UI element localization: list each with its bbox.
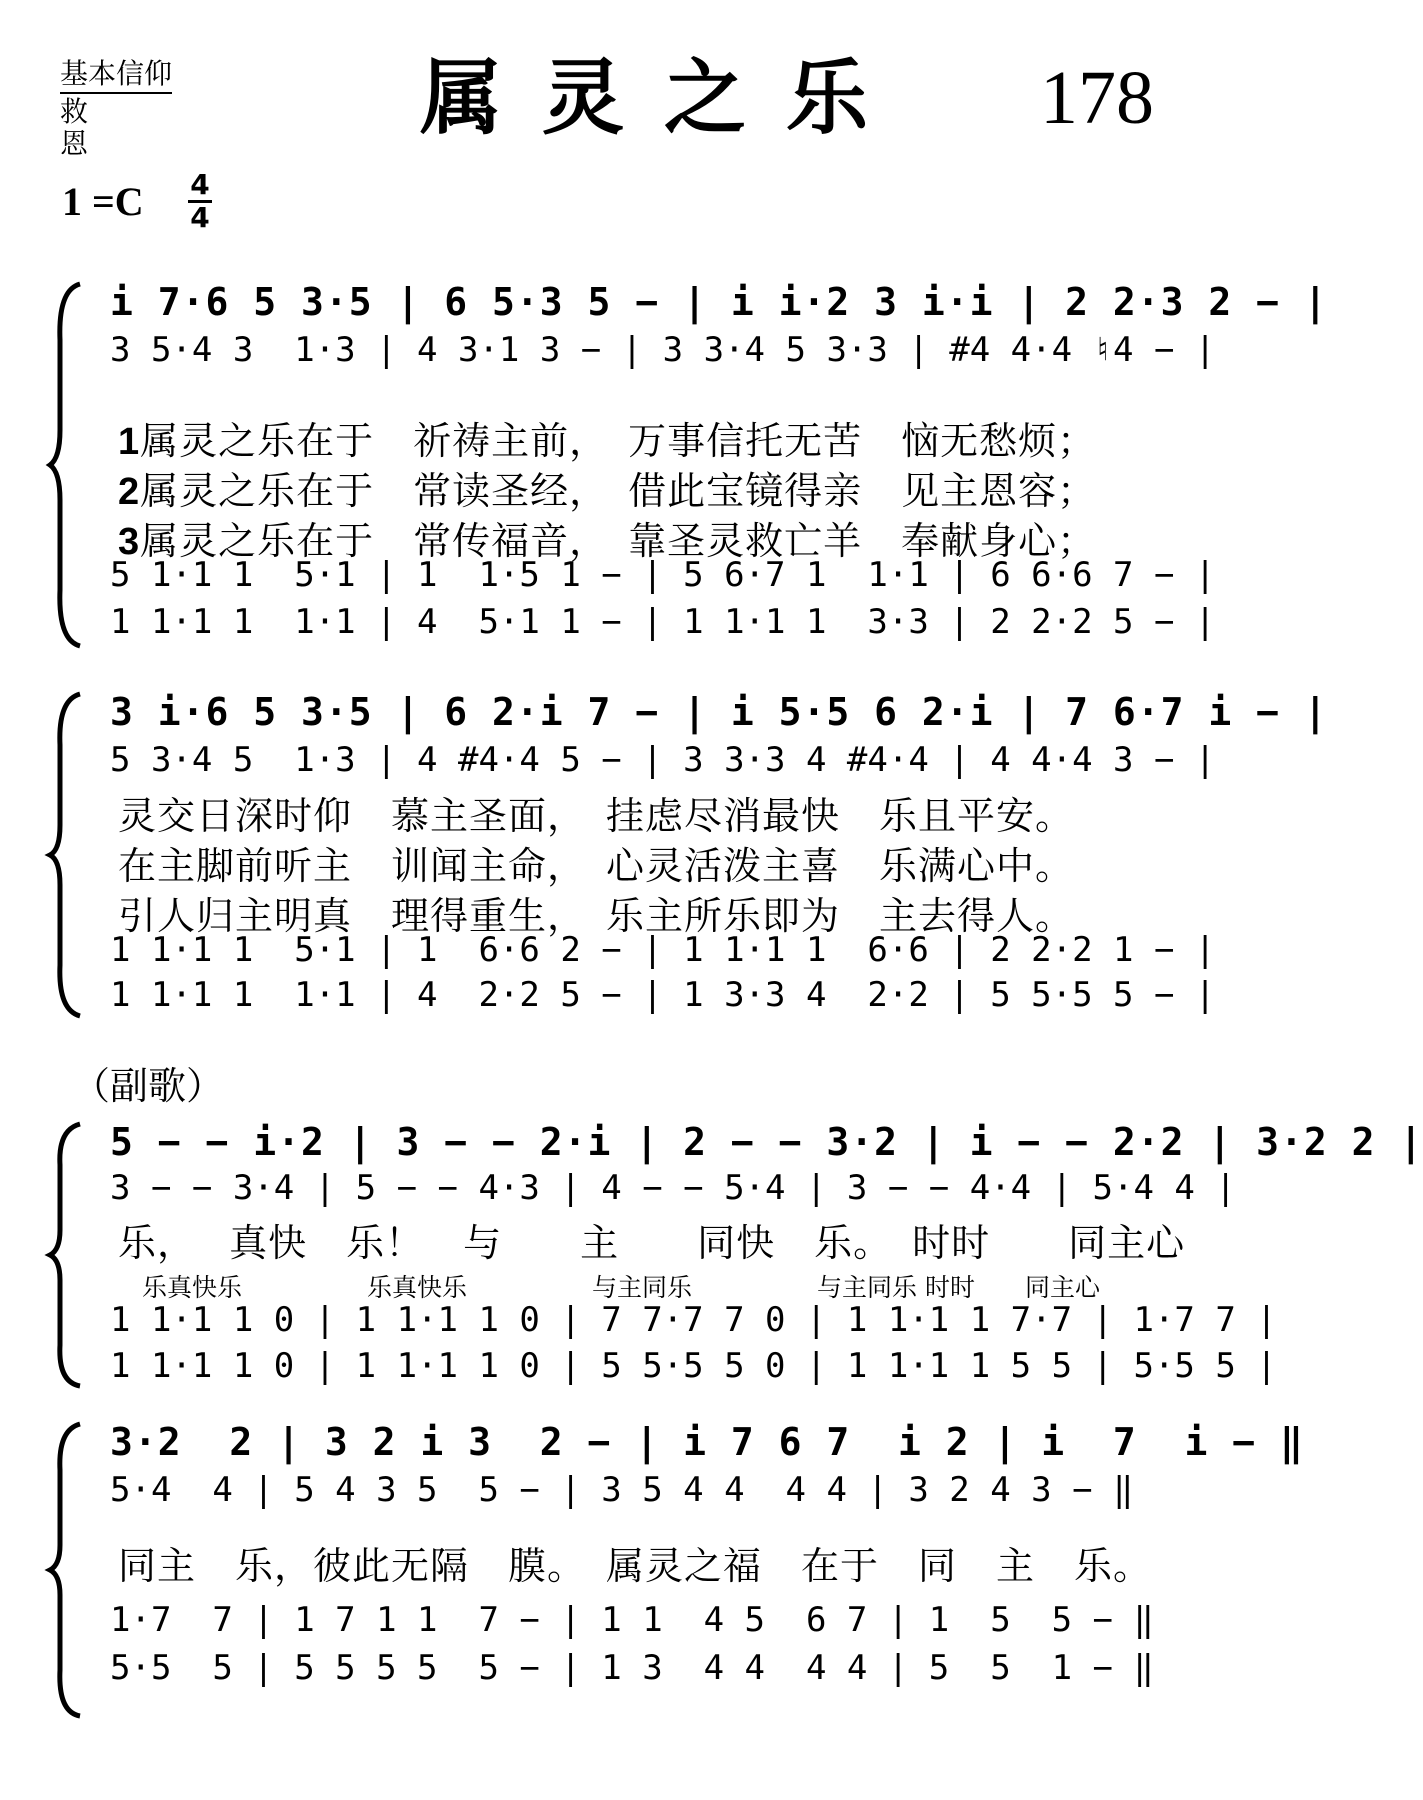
score-system-4 [50, 1420, 1304, 1720]
bass-line: 5·5 5 | 5 5 5 5 5 − | 1 3 4 4 4 4 | 5 5 1 − ‖ [110, 1648, 1154, 1688]
lyric-verse-2: 在主脚前听主 训闻主命， 心灵活泼主喜 乐满心中。 [118, 844, 1075, 888]
lyric-verse-1: 灵交日深时仰 慕主圣面， 挂虑尽消最快 乐且平安。 [118, 794, 1075, 838]
bass-line: 1 1·1 1 1·1 | 4 5·1 1 − | 1 1·1 1 3·3 | 2 2·2 5 − | [110, 602, 1216, 642]
chorus-lyric: 乐， 真快 乐！ 与 主 同快 乐。 时时 同主心 [118, 1221, 1186, 1265]
alto-line: 3 5·4 3 1·3 | 4 3·1 3 − | 3 3·4 5 3·3 | #4 4·4 ♮4 − | [110, 330, 1216, 370]
hymn-title: 属灵之乐 [420, 50, 909, 146]
time-top: 4 [188, 170, 212, 203]
category-label [60, 58, 196, 160]
time-bottom: 4 [190, 201, 210, 234]
category-main: 基本信仰 [60, 58, 172, 94]
bass-line: 1 1·1 1 0 | 1 1·1 1 0 | 5 5·5 5 0 | 1 1·1 1 5 5 | 5·5 5 | [110, 1346, 1277, 1386]
key-signature: 1 =C [62, 179, 144, 224]
chorus-label: （副歌） [72, 1064, 225, 1108]
lyric-verse-3: 3属灵之乐在于 常传福音， 靠圣灵救亡羊 奉献身心； [118, 519, 1097, 563]
tenor-line: 1·7 7 | 1 7 1 1 7 − | 1 1 4 5 6 7 | 1 5 5 − ‖ [110, 1600, 1154, 1640]
chorus-lyric: 同主 乐，彼此无隔 膜。 属灵之福 在于 同 主 乐。 [118, 1544, 1153, 1588]
lyric-verse-2: 2属灵之乐在于 常读圣经， 借此宝镜得亲 见主恩容； [118, 469, 1097, 513]
alto-line: 5·4 4 | 5 4 3 5 5 − | 3 5 4 4 4 4 | 3 2 4 3 − ‖ [110, 1470, 1134, 1510]
category-sub: 救恩 [60, 95, 149, 160]
soprano-line: 5 − − i·2 | 3 − − 2·i | 2 − − 3·2 | i − − 2·2 | 3·2 2 | [110, 1120, 1423, 1164]
lyric-verse-3: 引人归主明真 理得重生， 乐主所乐即为 主去得人。 [118, 894, 1075, 938]
bass-line: 1 1·1 1 1·1 | 4 2·2 5 − | 1 3·3 4 2·2 | 5 5·5 5 − | [110, 975, 1216, 1015]
tenor-line: 1 1·1 1 0 | 1 1·1 1 0 | 7 7·7 7 0 | 1 1·1 1 7·7 | 1·7 7 | [110, 1300, 1277, 1340]
system-brace [50, 280, 84, 650]
soprano-line: 3·2 2 | 3 2 i 3 2 − | i 7 6 7 i 2 | i 7 i − ‖ [110, 1420, 1304, 1464]
tenor-line: 5 1·1 1 5·1 | 1 1·5 1 − | 5 6·7 1 1·1 | 6 6·6 7 − | [110, 555, 1216, 595]
chorus-echo-lyric: 乐真快乐 乐真快乐 与主同乐 与主同乐 时时 同主心 [142, 1273, 1100, 1302]
system-brace [50, 690, 84, 1020]
hymn-number: 178 [1040, 56, 1154, 140]
system-brace [50, 1120, 84, 1390]
alto-line: 5 3·4 5 1·3 | 4 #4·4 5 − | 3 3·3 4 #4·4 | 4 4·4 3 − | [110, 740, 1216, 780]
alto-line: 3 − − 3·4 | 5 − − 4·3 | 4 − − 5·4 | 3 − − 4·4 | 5·4 4 | [110, 1168, 1236, 1208]
score-system-3 [50, 1120, 1423, 1390]
time-signature [188, 170, 212, 233]
soprano-line: 3 i·6 5 3·5 | 6 2·i 7 − | i 5·5 6 2·i | 7 6·7 i − | [110, 690, 1328, 734]
soprano-line: i 7·6 5 3·5 | 6 5·3 5 − | i i·2 3 i·i | 2 2·3 2 − | [110, 280, 1328, 324]
lyric-verse-1: 1属灵之乐在于 祈祷主前， 万事信托无苦 恼无愁烦； [118, 419, 1097, 463]
tenor-line: 1 1·1 1 5·1 | 1 6·6 2 − | 1 1·1 1 6·6 | 2 2·2 1 − | [110, 930, 1216, 970]
system-brace [50, 1420, 84, 1720]
score-system-2 [50, 690, 1328, 1020]
score-system-1 [50, 280, 1328, 650]
